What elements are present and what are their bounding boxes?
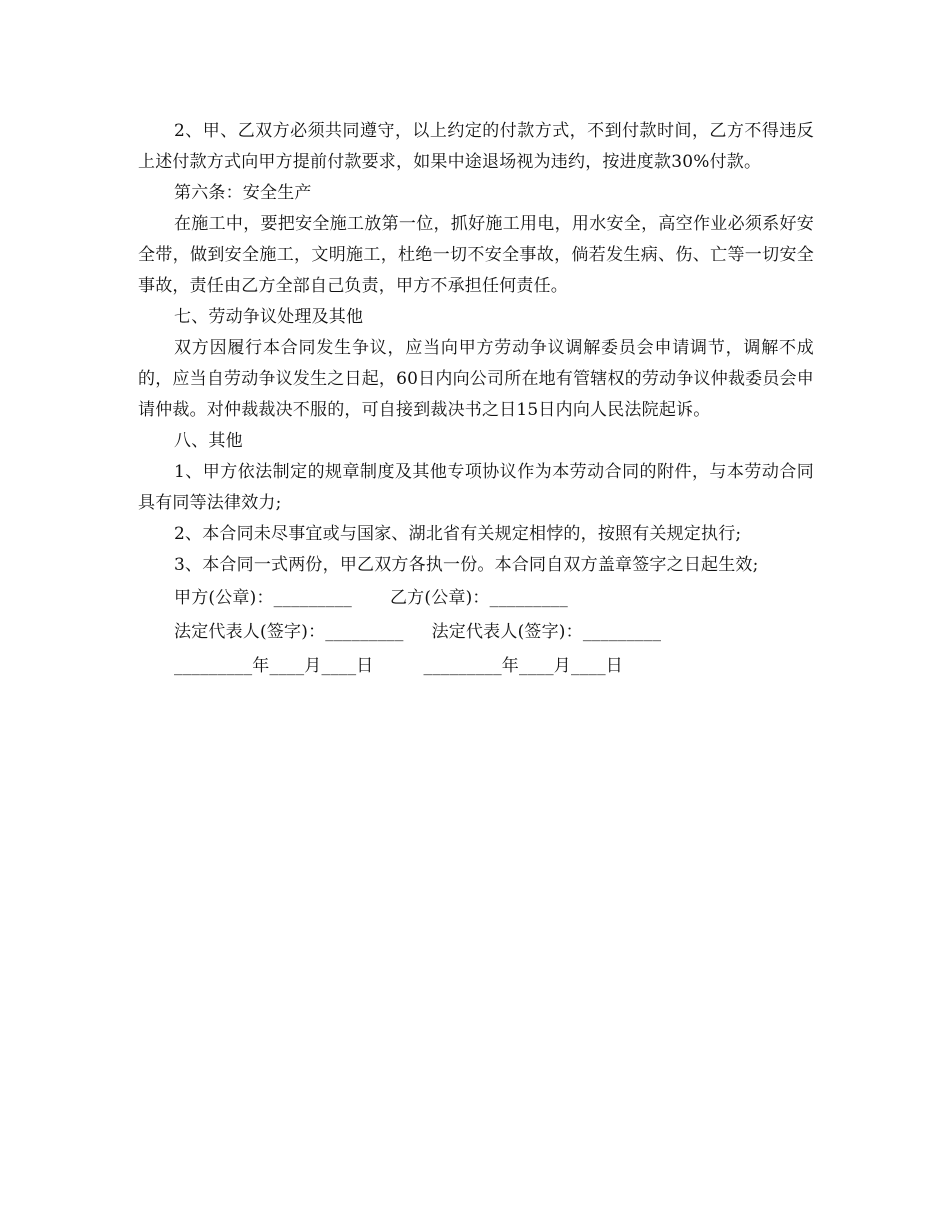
party-a-rep-field: 法定代表人(签字)：_________ (174, 622, 404, 642)
party-a-date-field: _________年____月____日 (174, 656, 374, 676)
section-heading-safety: 第六条：安全生产 (174, 183, 312, 203)
section-heading-other: 八、其他 (174, 431, 243, 451)
payment-clause-2: 2、甲、乙双方必须共同遵守，以上约定的付款方式，不到付款时间，乙方不得违反上述付款方式向甲方提前付款要求，如果中途退场视为违约，按进度款30%付款。 (138, 121, 814, 172)
other-clause-1: 1、甲方依法制定的规章制度及其他专项协议作为本劳动合同的附件，与本劳动合同具有同等法律效力; (138, 462, 814, 513)
party-b-rep-field: 法定代表人(签字)：_________ (431, 622, 662, 642)
contract-body (138, 116, 814, 683)
dispute-clause: 双方因履行本合同发生争议，应当向甲方劳动争议调解委员会申请调节，调解不成的，应当自劳动争议发生之日起，60日内向公司所在地有管辖权的劳动争议仲裁委员会申请仲裁。对仲裁裁决不服的，可自接到裁决书之日15日内向人民法院起诉。 (138, 338, 814, 420)
party-a-seal-field: 甲方(公章)：_________ (174, 588, 352, 608)
party-b-seal-field: 乙方(公章)：_________ (389, 588, 568, 608)
signature-row-seal (138, 581, 814, 615)
signature-row-representative (138, 615, 814, 649)
safety-clause: 在施工中，要把安全施工放第一位，抓好施工用电，用水安全，高空作业必须系好安全带，做到安全施工，文明施工，杜绝一切不安全事故，倘若发生病、伤、亡等一切安全事故，责任由乙方全部自己负责，甲方不承担任何责任。 (138, 214, 814, 296)
section-heading-dispute: 七、劳动争议处理及其他 (174, 307, 364, 327)
party-b-date-field: _________年____月____日 (423, 656, 623, 676)
other-clause-2: 2、本合同未尽事宜或与国家、湖北省有关规定相悖的，按照有关规定执行; (174, 524, 742, 544)
signature-row-date (138, 649, 814, 683)
other-clause-3: 3、本合同一式两份，甲乙双方各执一份。本合同自双方盖章签字之日起生效; (174, 555, 759, 575)
